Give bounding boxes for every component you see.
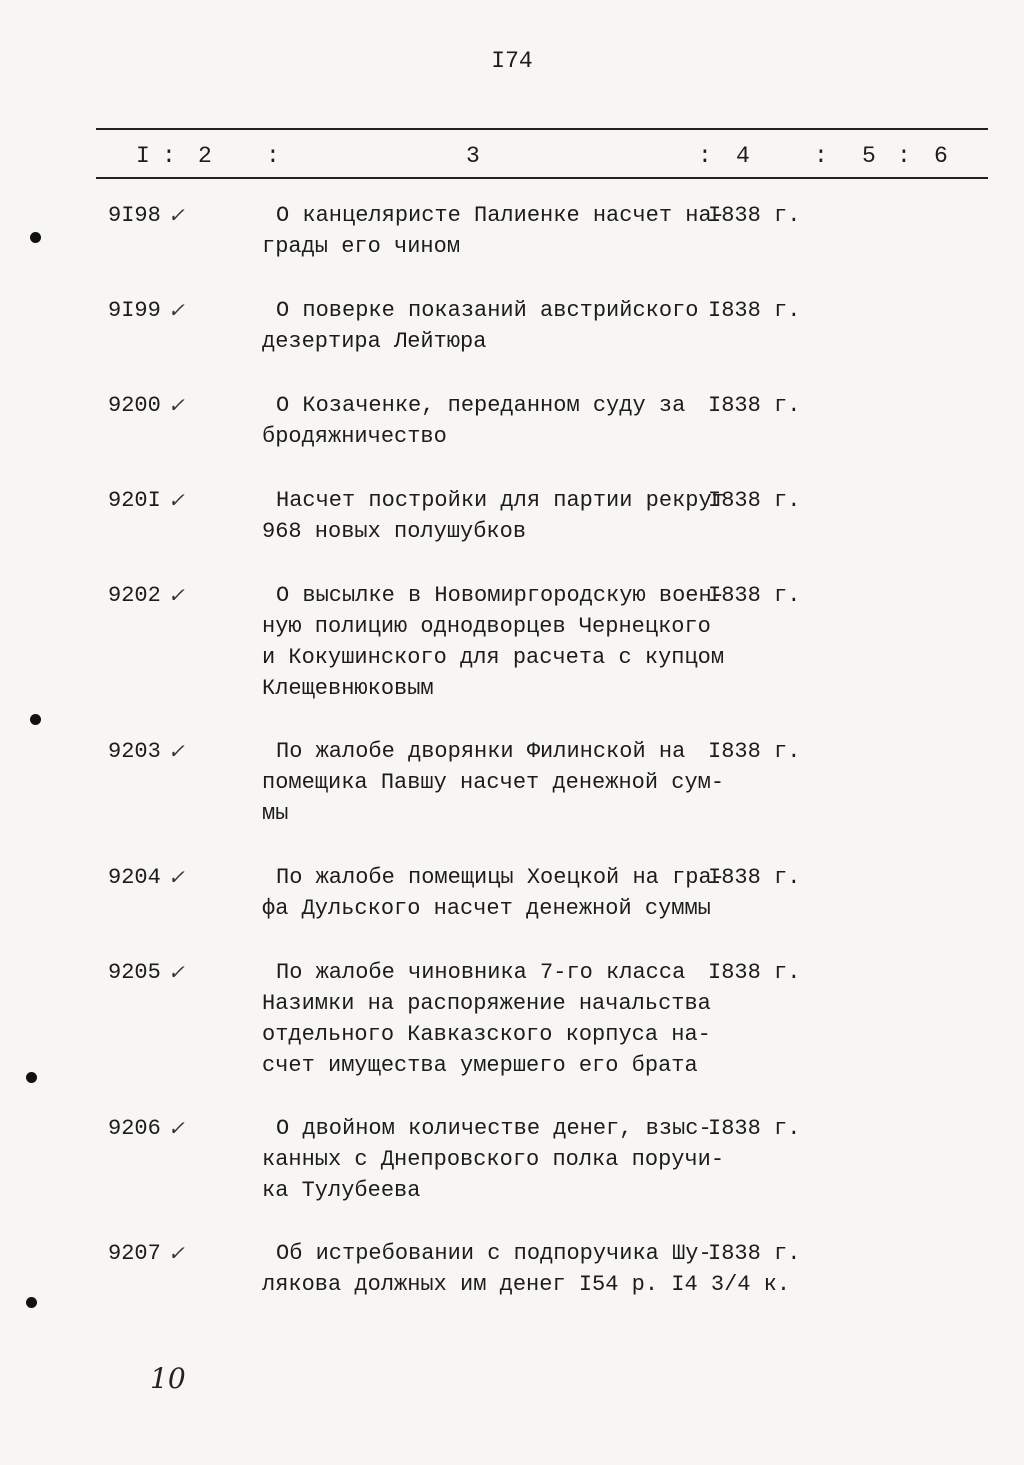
entry-number: 9202 <box>108 583 161 608</box>
description-line: фа Дульского насчет денежной суммы <box>262 896 711 921</box>
table-header-rule <box>96 177 988 179</box>
punch-hole <box>30 714 41 725</box>
entry-number: 9205 <box>108 960 161 985</box>
entry-description <box>262 1113 725 1206</box>
entry-description <box>262 485 725 547</box>
check-mark-icon: ✓ <box>168 1241 185 1265</box>
entry-year: I838 г. <box>708 583 801 608</box>
description-line: мы <box>262 801 289 826</box>
entry-year: I838 г. <box>708 203 801 228</box>
description-line: Назимки на распоряжение начальства <box>262 991 711 1016</box>
description-line: ка Тулубеева <box>262 1178 421 1203</box>
description-line: Насчет постройки для партии рекрут <box>276 488 725 513</box>
description-line: О Козаченке, переданном суду за <box>276 393 686 418</box>
check-mark-icon: ✓ <box>168 583 185 607</box>
description-line: лякова должных им денег I54 р. I4 3/4 к. <box>262 1272 791 1297</box>
description-line: канных с Днепровского полка поручи- <box>262 1147 725 1172</box>
header-col1: I <box>136 143 150 169</box>
description-line: и Кокушинского для расчета с купцом <box>262 645 725 670</box>
entry-description <box>262 862 725 924</box>
header-sep: : <box>897 143 911 169</box>
entry-year: I838 г. <box>708 960 801 985</box>
entry-number: 9206 <box>108 1116 161 1141</box>
check-mark-icon: ✓ <box>168 960 185 984</box>
check-mark-icon: ✓ <box>168 393 185 417</box>
check-mark-icon: ✓ <box>168 298 185 322</box>
check-mark-icon: ✓ <box>168 865 185 889</box>
description-line: отдельного Кавказского корпуса на- <box>262 1022 711 1047</box>
description-line: О высылке в Новомиргородскую воен- <box>276 583 725 608</box>
description-line: бродяжничество <box>262 424 447 449</box>
entry-description <box>262 580 725 704</box>
header-sep: : <box>162 143 176 169</box>
header-col2: 2 <box>198 143 212 169</box>
entry-description <box>262 390 712 452</box>
description-line: Об истребовании с подпоручика Шу- <box>276 1241 712 1266</box>
entry-number: 9203 <box>108 739 161 764</box>
punch-hole <box>26 1297 37 1308</box>
header-col3: 3 <box>466 143 480 169</box>
description-line: Клещевнюковым <box>262 676 434 701</box>
description-line: О двойном количестве денег, взыс- <box>276 1116 712 1141</box>
entry-year: I838 г. <box>708 393 801 418</box>
description-line: грады его чином <box>262 234 461 259</box>
description-line: дезертира Лейтюра <box>262 329 487 354</box>
punch-hole <box>30 232 41 243</box>
description-line: помещика Павшу насчет денежной сум- <box>262 770 725 795</box>
description-line: О поверке показаний австрийского <box>276 298 699 323</box>
check-mark-icon: ✓ <box>168 739 185 763</box>
table-top-rule <box>96 128 988 130</box>
entry-number: 9200 <box>108 393 161 418</box>
header-sep: : <box>698 143 712 169</box>
header-sep: : <box>814 143 828 169</box>
description-line: По жалобе помещицы Хоецкой на гра- <box>276 865 725 890</box>
entry-year: I838 г. <box>708 488 801 513</box>
entry-number: 9207 <box>108 1241 161 1266</box>
entry-year: I838 г. <box>708 1241 801 1266</box>
description-line: О канцеляристе Палиенке насчет на- <box>276 203 725 228</box>
entry-number: 920I <box>108 488 161 513</box>
entry-description <box>262 736 725 829</box>
description-line: 968 новых полушубков <box>262 519 527 544</box>
description-line: По жалобе чиновника 7-го класса <box>276 960 686 985</box>
check-mark-icon: ✓ <box>168 203 185 227</box>
header-col5: 5 <box>862 143 876 169</box>
description-line: счет имущества умершего его брата <box>262 1053 698 1078</box>
entry-number: 9I98 <box>108 203 161 228</box>
check-mark-icon: ✓ <box>168 488 185 512</box>
entry-description <box>262 957 712 1081</box>
page-number: I74 <box>491 48 533 74</box>
punch-hole <box>26 1072 37 1083</box>
entry-year: I838 г. <box>708 865 801 890</box>
entry-year: I838 г. <box>708 298 801 323</box>
description-line: По жалобе дворянки Филинской на <box>276 739 686 764</box>
entry-number: 9I99 <box>108 298 161 323</box>
check-mark-icon: ✓ <box>168 1116 185 1140</box>
entry-number: 9204 <box>108 865 161 890</box>
description-line: ную полицию однодворцев Чернецкого <box>262 614 711 639</box>
entry-year: I838 г. <box>708 1116 801 1141</box>
table-header <box>0 143 1024 169</box>
entry-year: I838 г. <box>708 739 801 764</box>
entry-description <box>262 200 725 262</box>
header-sep: : <box>266 143 280 169</box>
entry-description <box>262 295 712 357</box>
header-col4: 4 <box>736 143 750 169</box>
handwritten-note: 10 <box>150 1362 186 1395</box>
header-col6: 6 <box>934 143 948 169</box>
